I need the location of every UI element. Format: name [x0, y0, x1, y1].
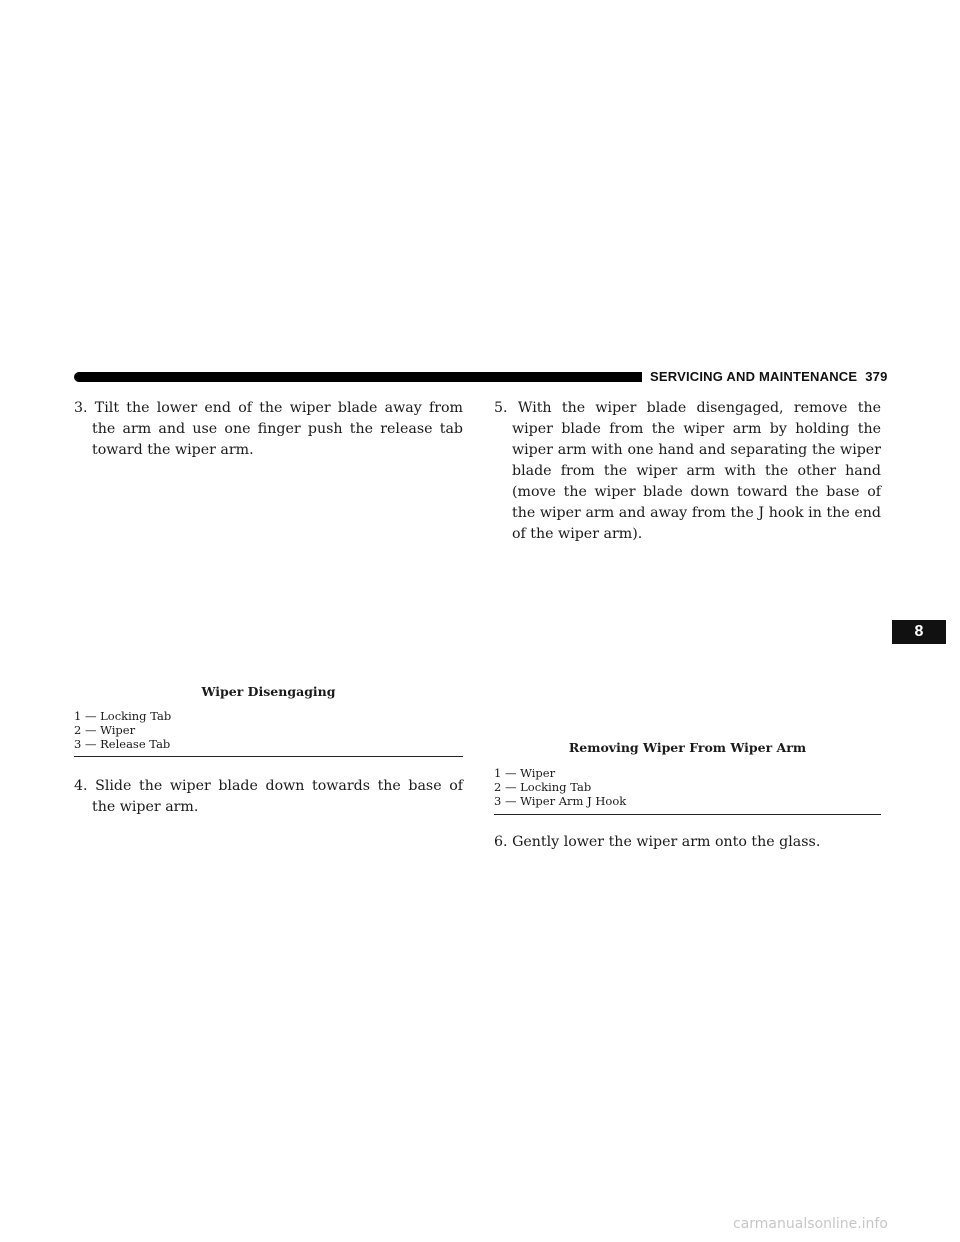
header-bar — [74, 372, 642, 382]
legend-item: 3 — Release Tab — [74, 737, 171, 751]
legend-item: 2 — Wiper — [74, 723, 136, 737]
legend-item: 1 — Wiper — [494, 766, 556, 780]
step-5-number: 5. — [494, 400, 508, 416]
figure-1-legend — [74, 709, 171, 751]
chapter-tab: 8 — [892, 620, 946, 644]
legend-item: 1 — Locking Tab — [74, 709, 172, 723]
legend-item: 3 — Wiper Arm J Hook — [494, 794, 627, 808]
step-4-number: 4. — [74, 778, 88, 794]
page-number: 379 — [865, 369, 888, 384]
step-3 — [74, 398, 463, 461]
step-5 — [494, 398, 881, 545]
figure-2-caption: Removing Wiper From Wiper Arm — [568, 740, 807, 755]
figure-1-caption: Wiper Disengaging — [201, 684, 336, 699]
step-6 — [494, 832, 881, 853]
step-4-text: Slide the wiper blade down towards the base of the wiper arm. — [92, 778, 463, 815]
figure-1-rule — [74, 756, 463, 757]
step-6-text: Gently lower the wiper arm onto the glass. — [512, 834, 821, 850]
section-header — [650, 369, 888, 384]
step-5-text: With the wiper blade disengaged, remove the wiper blade from the wiper arm by holding the wiper arm with one hand and separating the wiper blade from the wiper arm with the other hand (move the wiper blade down toward the base of the wiper arm and away from the J hook in the end of the wiper arm). — [512, 400, 881, 542]
step-6-number: 6. — [494, 834, 508, 850]
figure-2-rule — [494, 814, 881, 815]
step-4 — [74, 776, 463, 818]
step-3-text: Tilt the lower end of the wiper blade away from the arm and use one finger push the release tab toward the wiper arm. — [92, 400, 463, 458]
figure-2-legend — [494, 766, 626, 808]
legend-item: 2 — Locking Tab — [494, 780, 592, 794]
step-3-number: 3. — [74, 400, 88, 416]
section-title: SERVICING AND MAINTENANCE — [650, 369, 858, 384]
watermark: carmanualsonline.info — [733, 1216, 888, 1232]
